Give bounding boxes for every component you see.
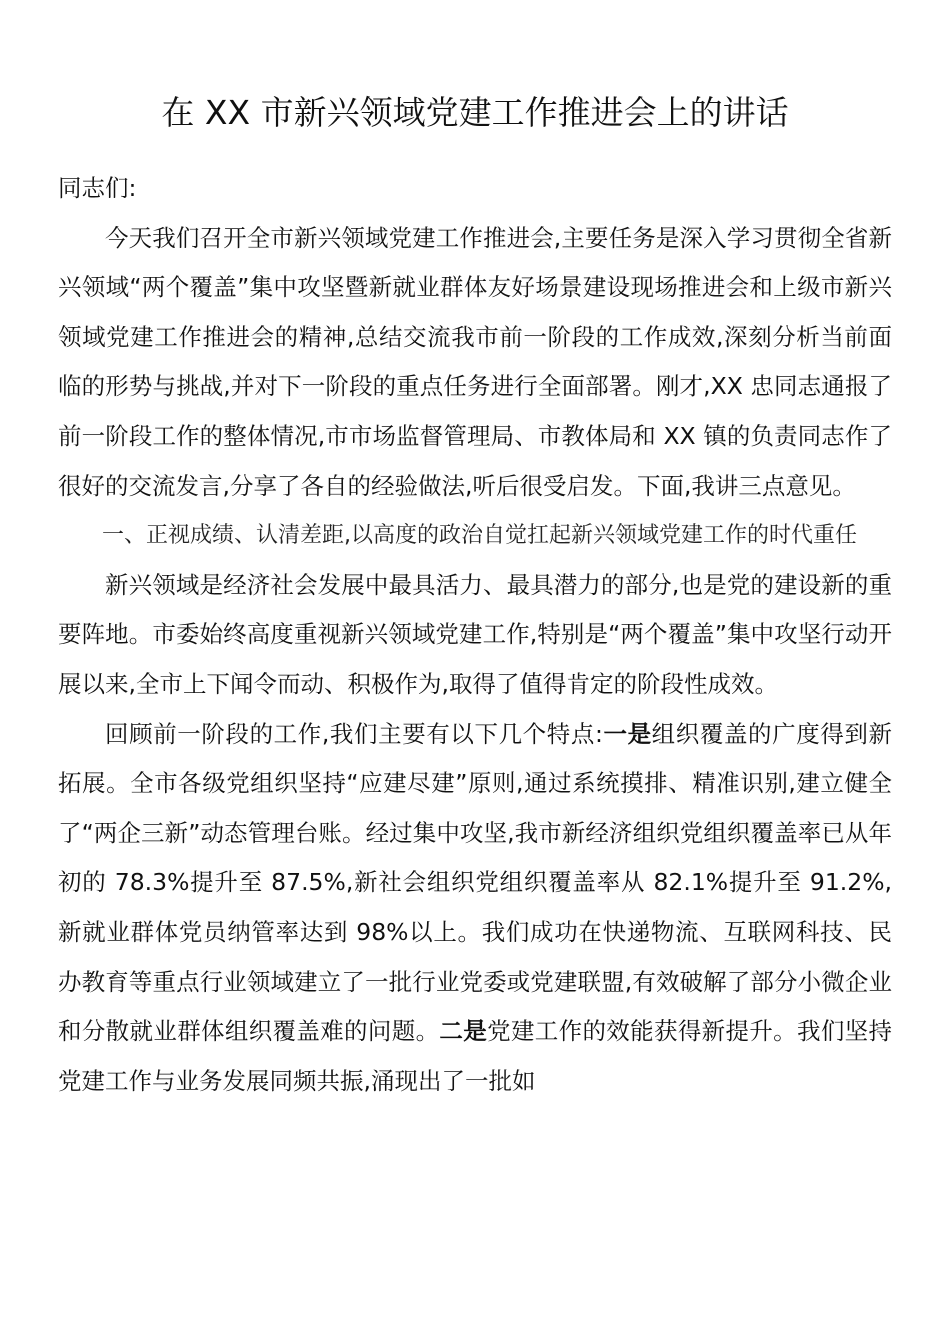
document-title: 在 XX 市新兴领域党建工作推进会上的讲话 <box>161 93 789 133</box>
review-text-1: 回顾前一阶段的工作,我们主要有以下几个特点: <box>105 719 603 748</box>
document-body <box>58 164 892 1106</box>
review-text-3: 党建工作的效能获得新提升。我们坚持党建工作与业务发展同频共振,涌现出了一批如 <box>58 1017 893 1095</box>
review-text-2: 组织覆盖的广度得到新拓展。全市各级党组织坚持“应建尽建”原则,通过系统摸排、精准识别,建立健全了“两企三新”动态管理台账。经过集中攻坚,我市新经济组织党组织覆盖率已从年初的 78.3%提升至 87.5%,新社会组织党组织覆盖率从 82.1%提升至 91.2%,新就业群体党员纳管率达到 98%以上。我们成功在快递物流、互联网科技、民办教育等重点行业领域建立了一批行业党委或党建联盟,有效破解了部分小微企业和分散就业群体组织覆盖难的问题。 <box>58 719 893 1046</box>
emphasis-second: 二是 <box>439 1017 488 1046</box>
paragraph-new-fields: 新兴领域是经济社会发展中最具活力、最具潜力的部分,也是党的建设新的重要阵地。市委始终高度重视新兴领域党建工作,特别是“两个覆盖”集中攻坚行动开展以来,全市上下闻令而动、积极作为,取得了值得肯定的阶段性成效。 <box>58 570 892 698</box>
salutation: 同志们: <box>58 174 137 202</box>
paragraph-review <box>58 710 892 1107</box>
emphasis-first: 一是 <box>602 719 652 748</box>
paragraph-intro: 今天我们召开全市新兴领域党建工作推进会,主要任务是深入学习贯彻全省新兴领域“两个覆盖”集中攻坚暨新就业群体友好场景建设现场推进会和上级市新兴领域党建工作推进会的精神,总结交流我市前一阶段的工作成效,深刻分析当前面临的形势与挑战,并对下一阶段的重点任务进行全面部署。刚才,XX 忠同志通报了前一阶段工作的整体情况,市市场监督管理局、市教体局和 XX 镇的负责同志作了很好的交流发言,分享了各自的经验做法,听后很受启发。下面,我讲三点意见。 <box>58 223 892 500</box>
section-heading-1: 一、正视成绩、认清差距,以高度的政治自觉扛起新兴领域党建工作的时代重任 <box>102 523 857 549</box>
